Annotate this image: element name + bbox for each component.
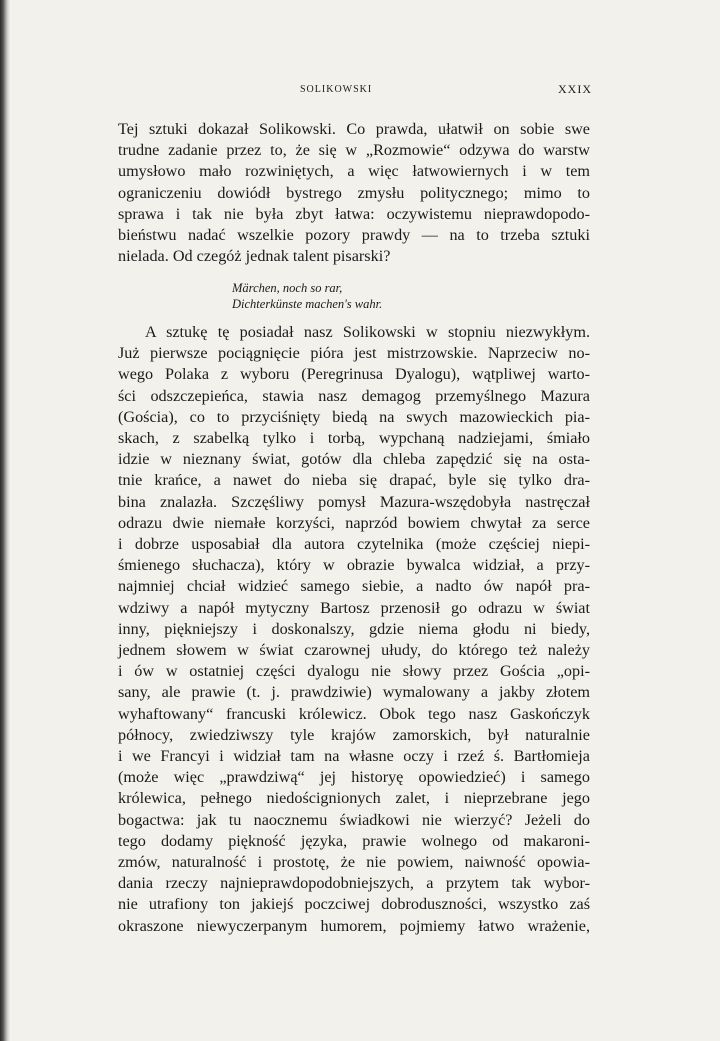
text-line: tego dodamy piękność języka, prawie wolnego od makaroni-: [118, 831, 590, 850]
text-line: dania rzeczy najnieprawdopodobniejszych, a przytem tak wybor-: [118, 874, 590, 893]
text-line: sprawa i tak nie była zbyt łatwa: oczywistemu nieprawdopodo-: [118, 204, 590, 223]
text-line: wego Polaka z wyboru (Peregrinusa Dyalogu), wątpliwej warto-: [118, 365, 590, 384]
page-edge-shadow: [0, 0, 10, 1041]
text-line: (może więc „prawdziwą“ jej historyę opowiedzieć) i samego: [118, 768, 590, 787]
text-line: najmniej chciał widzieć samego siebie, a nadto ów napół pra-: [118, 577, 590, 596]
text-line: umysłowo mało rozwiniętych, a więc łatwowiernych i w tem: [118, 162, 590, 181]
text-line: wyhaftowany“ francuski królewicz. Obok tego nasz Gaskończyk: [118, 704, 590, 723]
running-title: SOLIKOWSKI: [300, 84, 373, 95]
text-line: odrazu dwie niemałe korzyści, naprzód bowiem chwytał za serce: [118, 513, 590, 532]
text-line: trudne zadanie przez to, że się w „Rozmowie“ odzywa do warstw: [118, 141, 590, 160]
text-line: zmów, naturalność i prostotę, że nie powiem, naiwność opowia-: [118, 853, 590, 872]
text-line: ograniczeniu dowiódł bystrego zmysłu politycznego; mimo to: [118, 183, 590, 202]
paragraph-2: [118, 322, 590, 937]
text-line: nie utrafiony ton jakiejś poczciwej dobroduszności, wszystko zaś: [118, 895, 590, 914]
text-line: wdziwy a napół mytyczny Bartosz przenosił go odrazu w świat: [118, 598, 590, 617]
text-line: nielada. Od czegóż jednak talent pisarski?: [118, 247, 391, 266]
running-head: [117, 84, 592, 102]
text-line: skach, z szabelką tylko i torbą, wypchaną nadziejami, śmiało: [118, 429, 590, 448]
motto-line: Dichterkünste machen's wahr.: [232, 297, 383, 311]
text-line: A sztukę tę posiadał nasz Solikowski w stopniu niezwykłym.: [145, 323, 590, 341]
text-line: tnie krańce, a nawet do nieba się drapać, byle się tylko dra-: [118, 471, 590, 490]
text-line: północy, zwiedziwszy tyle krajów zamorskich, był naturalnie: [118, 725, 590, 744]
text-line: bina znalazła. Szczęśliwy pomysł Mazura-wszędobyła nastręczał: [118, 492, 590, 511]
text-line: ści odszczepieńca, stawia nasz demagog przemyślnego Mazura: [118, 386, 590, 405]
text-line: śmienego słuchacza), który w obrazie bywalca widział, a przy-: [118, 556, 590, 575]
text-line: (Gościa), co to przyciśnięty biedą na swych mazowieckich pia-: [118, 407, 590, 426]
text-line: bieństwu nadać wszelkie pozory prawdy — na to trzeba sztuki: [118, 226, 590, 245]
text-line: idzie w nieznany świat, gotów dla chleba zapędzić się na osta-: [118, 450, 590, 469]
text-line: bogactwa: jak tu naocznemu świadkowi nie wierzyć? Jeżeli do: [118, 810, 590, 829]
paragraph-1: [118, 119, 590, 267]
text-line: jednem słowem w świat czarownej ułudy, do którego też należy: [118, 641, 590, 660]
text-line: i we Francyi i widział tam na własne oczy i rzeź ś. Bartłomieja: [118, 747, 590, 766]
motto-line: Märchen, noch so rar,: [232, 281, 343, 295]
text-line: inny, piękniejszy i doskonalszy, gdzie niema głodu ni biedy,: [118, 619, 590, 638]
motto-quote: [232, 280, 382, 312]
text-line: i dobrze usposabiał dla autora czytelnika (może częściej niepi-: [118, 535, 590, 554]
text-line: Już pierwsze pociągnięcie pióra jest mistrzowskie. Naprzeciw no-: [118, 344, 590, 363]
text-line: okraszone niewyczerpanym humorem, pojmiemy łatwo wrażenie,: [118, 916, 590, 935]
text-line: i ów w ostatniej części dyalogu nie słowy przez Gościa „opi-: [118, 662, 590, 681]
text-line: Tej sztuki dokazał Solikowski. Co prawda, ułatwił on sobie swe: [118, 120, 590, 138]
text-line: królewica, pełnego niedoścignionych zalet, i nieprzebrane jego: [118, 789, 590, 808]
page-number: XXIX: [558, 82, 592, 96]
text-line: sany, ale prawie (t. j. prawdziwie) wymalowany a jakby złotem: [118, 683, 590, 702]
